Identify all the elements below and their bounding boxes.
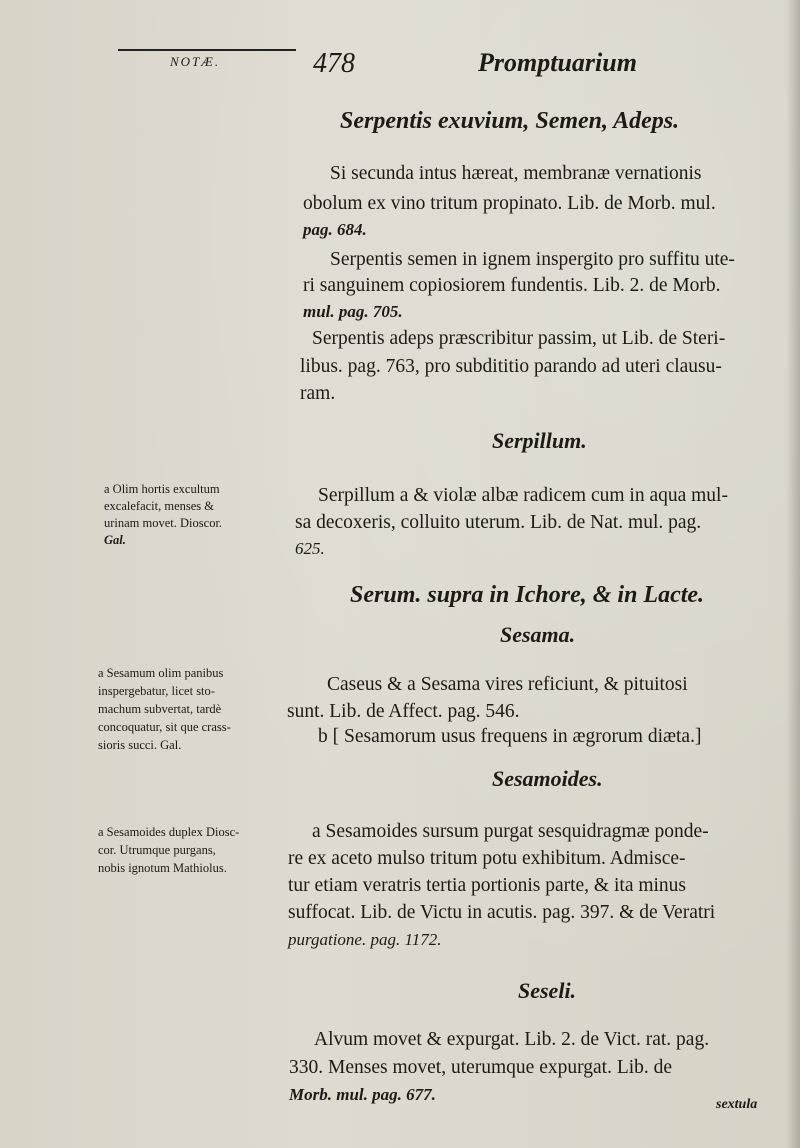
catchword: sextula xyxy=(716,1097,758,1112)
text-line: libus. pag. 763, pro subdititio parando ad uteri clausu- xyxy=(300,356,722,377)
text-line: sa decoxeris, colluito uterum. Lib. de Nat. mul. pag. xyxy=(295,512,702,533)
text-line: sunt. Lib. de Affect. pag. 546. xyxy=(287,701,520,722)
text-line: tur etiam veratris tertia portionis parte, & ita minus xyxy=(288,875,687,896)
running-title: Promptuarium xyxy=(478,48,637,77)
margin-note-line: sioris succi. Gal. xyxy=(98,738,182,752)
text-line: ri sanguinem copiosiorem fundentis. Lib. 2. de Morb. xyxy=(303,275,721,296)
margin-note-line: urinam movet. Dioscor. xyxy=(104,516,223,530)
text-line: 625. xyxy=(295,539,325,558)
margin-note-line: excalefacit, menses & xyxy=(104,499,215,513)
section-heading-sesama: Sesama. xyxy=(500,622,576,647)
text-line: 330. Menses movet, uterumque expurgat. Lib. de xyxy=(289,1057,673,1078)
text-line: Alvum movet & expurgat. Lib. 2. de Vict. rat. pag. xyxy=(314,1029,710,1050)
margin-note-line: a Olim hortis excultum xyxy=(104,482,220,496)
text-line: Morb. mul. pag. 677. xyxy=(289,1085,436,1104)
page-number: 478 xyxy=(313,48,355,79)
text-line: Caseus & a Sesama vires reficiunt, & pituitosi xyxy=(327,674,688,695)
header-rule xyxy=(118,49,296,51)
notae-label: NOTÆ. xyxy=(170,54,221,69)
text-line: Serpillum a & violæ albæ radicem cum in aqua mul- xyxy=(318,485,728,506)
text-line: mul. pag. 705. xyxy=(303,302,403,321)
margin-note-line: inspergebatur, licet sto- xyxy=(98,684,215,698)
text-line: obolum ex vino tritum propinato. Lib. de Morb. mul. xyxy=(303,193,716,214)
section-heading-serpillum: Serpillum. xyxy=(492,428,587,453)
section-heading-seseli: Seseli. xyxy=(518,978,577,1003)
text-line: Si secunda intus hæreat, membranæ vernationis xyxy=(330,163,702,184)
margin-note-line: a Sesamoides duplex Diosc- xyxy=(98,825,240,839)
margin-note-line: machum subvertat, tardè xyxy=(98,702,222,716)
page-gutter-shadow xyxy=(786,0,800,1148)
margin-note-line: nobis ignotum Mathiolus. xyxy=(98,861,227,875)
margin-note-line: a Sesamum olim panibus xyxy=(98,666,224,680)
margin-note-line: concoquatur, sit que crass- xyxy=(98,720,231,734)
section-heading-sesamoides: Sesamoides. xyxy=(492,766,603,791)
text-line: pag. 684. xyxy=(303,220,367,239)
section-heading-serpentis: Serpentis exuvium, Semen, Adeps. xyxy=(340,108,680,134)
margin-note-line: cor. Utrumque purgans, xyxy=(98,843,216,857)
text-line: purgatione. pag. 1172. xyxy=(288,930,442,949)
text-line: a Sesamoides sursum purgat sesquidragmæ ponde- xyxy=(312,821,709,842)
text-line: Serpentis adeps præscribitur passim, ut Lib. de Steri- xyxy=(312,328,726,349)
text-line: b [ Sesamorum usus frequens in ægrorum diæta.] xyxy=(318,726,702,747)
text-line: ram. xyxy=(300,383,336,404)
text-line: suffocat. Lib. de Victu in acutis. pag. 397. & de Veratri xyxy=(288,902,716,923)
text-line: re ex aceto mulso tritum potu exhibitum. Admisce- xyxy=(288,848,686,869)
text-line: Serpentis semen in ignem inspergito pro suffitu ute- xyxy=(330,249,735,270)
margin-note-line: Gal. xyxy=(104,533,126,547)
section-heading-serum: Serum. supra in Ichore, & in Lacte. xyxy=(350,582,705,608)
